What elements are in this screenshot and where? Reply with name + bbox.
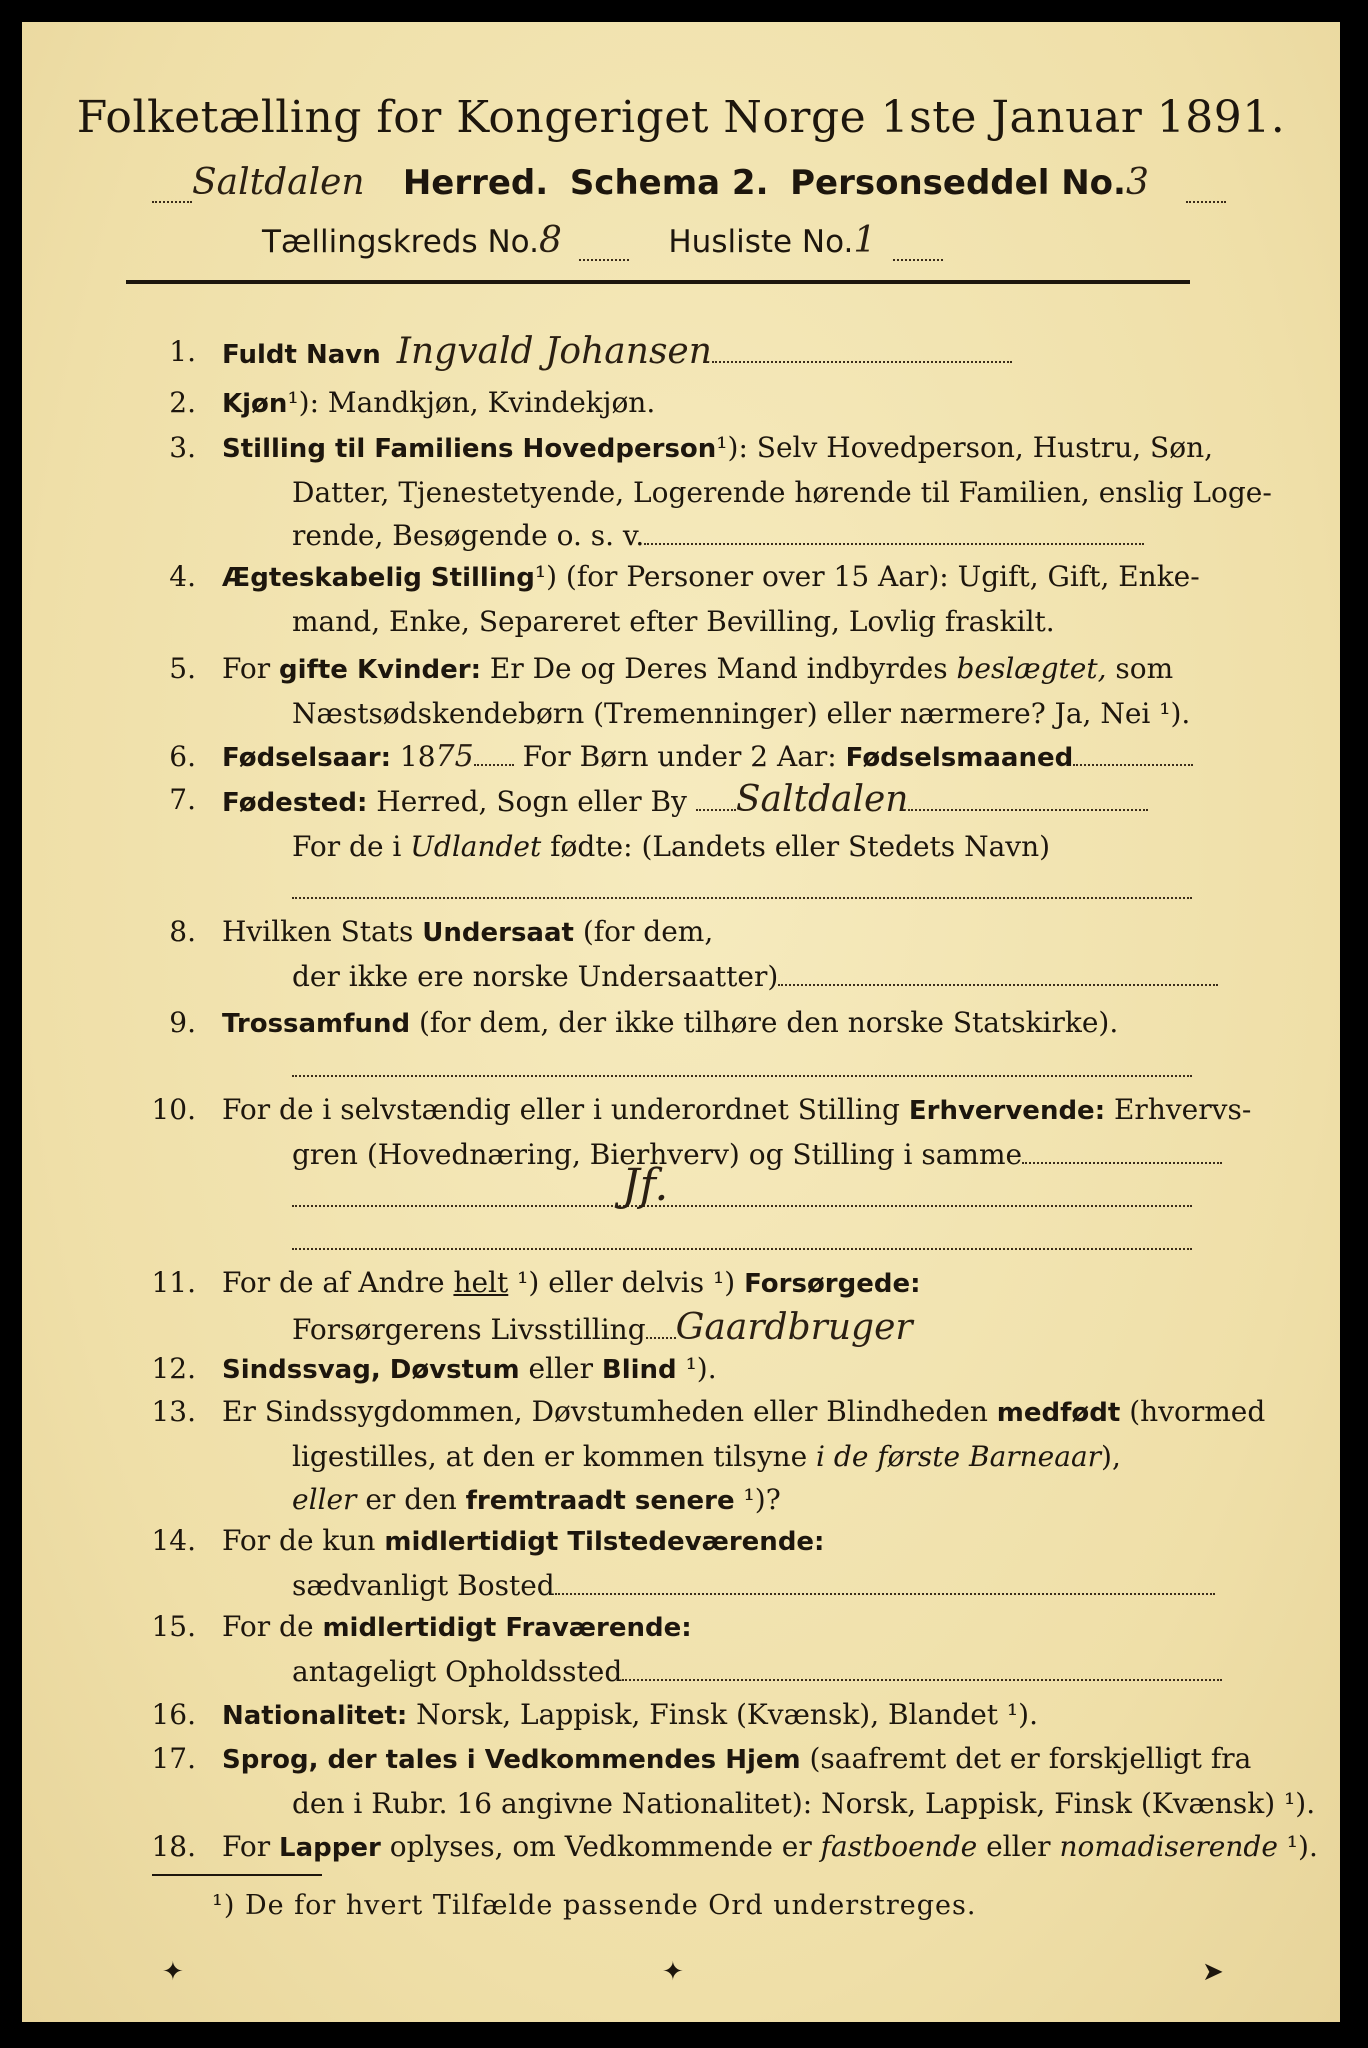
temp-absent-label: midlertidigt Fraværende: bbox=[322, 1613, 692, 1643]
marital-options-line2: mand, Enke, Separeret efter Bevilling, Lovlig fraskilt. bbox=[292, 605, 1055, 638]
item-text: Næstsødskendebørn (Tremenninger) eller nærmere? Ja, Nei ¹). bbox=[292, 697, 1191, 730]
lapps-label: Lapper bbox=[279, 1833, 381, 1863]
item-text: ¹). bbox=[676, 1352, 717, 1385]
herred-label: Herred. bbox=[402, 163, 549, 203]
item-text: Er De og Deres Mand indbyrdes bbox=[480, 652, 957, 685]
kreds-line bbox=[262, 220, 943, 261]
item-number: 10. bbox=[151, 1093, 196, 1126]
item-text: For Børn under 2 Aar: bbox=[513, 740, 846, 773]
item-text: fødte: (Landets eller Stedets Navn) bbox=[541, 830, 1051, 863]
item-number: 16. bbox=[151, 1698, 196, 1731]
husliste-value: 1 bbox=[853, 220, 877, 261]
personseddel-label: Personseddel No. bbox=[790, 163, 1126, 203]
form-title: Folketælling for Kongeriget Norge 1ste Januar 1891. bbox=[76, 92, 1286, 143]
item-text: For de i selvstændig eller i underordnet Stilling bbox=[222, 1093, 909, 1126]
item-text: For de kun bbox=[222, 1524, 385, 1557]
supported-label: Forsørgede: bbox=[744, 1269, 921, 1299]
item-number: 7. bbox=[169, 783, 196, 816]
item-text: For de i bbox=[292, 830, 411, 863]
header-rule bbox=[126, 280, 1190, 284]
item-text: eller bbox=[519, 1352, 602, 1385]
birthplace-value: Saltdalen bbox=[735, 779, 909, 820]
kreds-label: Tællingskreds No. bbox=[262, 224, 539, 260]
position-options-line3: rende, Besøgende o. s. v. bbox=[292, 519, 645, 552]
item-number: 9. bbox=[169, 1006, 196, 1039]
item-number: 5. bbox=[169, 652, 196, 685]
item-text: ¹). bbox=[1277, 1830, 1318, 1863]
item-text: Udlandet bbox=[410, 830, 542, 863]
item-text: der ikke ere norske Undersaatter) bbox=[292, 960, 779, 993]
item-text: gren (Hovednæring, Bierhverv) og Stilling i samme bbox=[292, 1138, 1023, 1171]
item-text: beslægtet, bbox=[956, 652, 1107, 685]
item-number: 8. bbox=[169, 915, 196, 948]
item-text: (hvormed bbox=[1120, 1395, 1266, 1428]
item-number: 4. bbox=[169, 560, 196, 593]
item-text: fastboende bbox=[820, 1830, 978, 1863]
married-women-label: gifte Kvinder: bbox=[279, 655, 481, 685]
item-text: For bbox=[222, 1830, 280, 1863]
item-text: For de af Andre bbox=[222, 1266, 454, 1299]
position-options: ¹): Selv Hovedperson, Hustru, Søn, bbox=[716, 431, 1213, 464]
herred-line bbox=[152, 162, 1226, 203]
corner-mark: ✦ bbox=[162, 1957, 184, 1987]
congenital-label: medfødt bbox=[996, 1398, 1121, 1428]
subject-label: Undersaat bbox=[422, 918, 574, 948]
birth-year-prefix: 18 bbox=[391, 740, 436, 773]
item-number: 12. bbox=[151, 1352, 196, 1385]
item-number: 13. bbox=[151, 1395, 196, 1428]
birth-year-value: 75 bbox=[435, 739, 474, 774]
birthplace-label: Fødested: bbox=[222, 788, 368, 818]
item-text: oplyses, om Vedkommende er bbox=[380, 1830, 821, 1863]
nationality-label: Nationalitet: bbox=[222, 1701, 408, 1731]
item-text: Norsk, Lappisk, Finsk (Kvænsk), Blandet ¹). bbox=[407, 1698, 1038, 1731]
occupation-label: Erhvervende: bbox=[908, 1096, 1106, 1126]
husliste-label: Husliste No. bbox=[668, 224, 854, 260]
item-text: eller bbox=[977, 1830, 1060, 1863]
marital-options: ¹) (for Personer over 15 Aar): Ugift, Gift, Enke- bbox=[534, 560, 1200, 593]
item-text: ¹) eller delvis ¹) bbox=[508, 1266, 745, 1299]
item-text: som bbox=[1106, 652, 1174, 685]
item-text: Erhvervs- bbox=[1105, 1093, 1252, 1126]
marital-label: Ægteskabelig Stilling bbox=[222, 563, 535, 593]
birth-month-label: Fødselsmaaned bbox=[845, 743, 1074, 773]
item-text: For bbox=[222, 652, 280, 685]
herred-value: Saltdalen bbox=[192, 162, 365, 203]
footnote: ¹) De for hvert Tilfælde passende Ord understreges. bbox=[212, 1890, 977, 1921]
item-number: 2. bbox=[169, 386, 196, 419]
footnote-rule bbox=[152, 1874, 322, 1876]
item-number: 11. bbox=[151, 1266, 196, 1299]
corner-mark: ➤ bbox=[1202, 1957, 1224, 1987]
item-number: 14. bbox=[151, 1524, 196, 1557]
item-text: ¹)? bbox=[734, 1483, 781, 1516]
position-options-line2: Datter, Tjenestetyende, Logerende hørende til Familien, enslig Loge- bbox=[292, 476, 1272, 509]
item-number: 17. bbox=[151, 1742, 196, 1775]
item-text: For de bbox=[222, 1610, 323, 1643]
item-text: ligestilles, at den er kommen tilsyne bbox=[292, 1440, 817, 1473]
religion-label: Trossamfund bbox=[222, 1009, 411, 1039]
item-number: 3. bbox=[169, 431, 196, 464]
census-form bbox=[22, 22, 1340, 2022]
personseddel-value: 3 bbox=[1125, 162, 1149, 203]
item-text: i de første Barneaar bbox=[816, 1440, 1102, 1473]
schema-label: Schema 2. bbox=[569, 163, 769, 203]
item-text: er den bbox=[356, 1483, 466, 1516]
provider-value: Gaardbruger bbox=[675, 1307, 913, 1348]
item-text: nomadiserende bbox=[1059, 1830, 1278, 1863]
item-text: Forsørgerens Livsstilling bbox=[292, 1313, 646, 1346]
item-text: Er Sindssygdommen, Døvstumheden eller Blindheden bbox=[222, 1395, 997, 1428]
later-onset-label: fremtraadt senere bbox=[465, 1486, 735, 1516]
item-text: ), bbox=[1101, 1440, 1121, 1473]
occupation-value: Jf. bbox=[622, 1160, 669, 1211]
name-label: Fuldt Navn bbox=[222, 340, 381, 370]
item-text: Hvilken Stats bbox=[222, 915, 423, 948]
language-label: Sprog, der tales i Vedkommendes Hjem bbox=[222, 1745, 801, 1775]
item-number: 15. bbox=[151, 1610, 196, 1643]
item-text: Herred, Sogn eller By bbox=[367, 785, 696, 818]
name-value: Ingvald Johansen bbox=[396, 331, 712, 372]
kreds-value: 8 bbox=[538, 220, 562, 261]
item-number: 1. bbox=[169, 335, 196, 368]
disability-label: Sindssvag, Døvstum bbox=[222, 1355, 520, 1385]
blind-label: Blind bbox=[601, 1355, 677, 1385]
item-text: (for dem, bbox=[573, 915, 714, 948]
sex-label: Kjøn bbox=[222, 389, 288, 419]
item-number: 6. bbox=[169, 740, 196, 773]
item-text: eller bbox=[292, 1483, 357, 1516]
item-text: antageligt Opholdssted bbox=[292, 1655, 623, 1688]
center-mark: ✦ bbox=[662, 1957, 684, 1987]
item-text: (for dem, der ikke tilhøre den norske Statskirke). bbox=[410, 1006, 1119, 1039]
item-number: 18. bbox=[151, 1830, 196, 1863]
item-text: helt bbox=[453, 1266, 509, 1299]
sex-options: ¹): Mandkjøn, Kvindekjøn. bbox=[287, 386, 656, 419]
birth-year-label: Fødselsaar: bbox=[222, 743, 391, 773]
item-text: sædvanligt Bosted bbox=[292, 1569, 555, 1602]
temp-present-label: midlertidigt Tilstedeværende: bbox=[384, 1527, 825, 1557]
position-label: Stilling til Familiens Hovedperson bbox=[222, 434, 717, 464]
item-text: den i Rubr. 16 angivne Nationalitet): Norsk, Lappisk, Finsk (Kvænsk) ¹). bbox=[292, 1787, 1316, 1820]
item-text: (saafremt det er forskjelligt fra bbox=[800, 1742, 1252, 1775]
